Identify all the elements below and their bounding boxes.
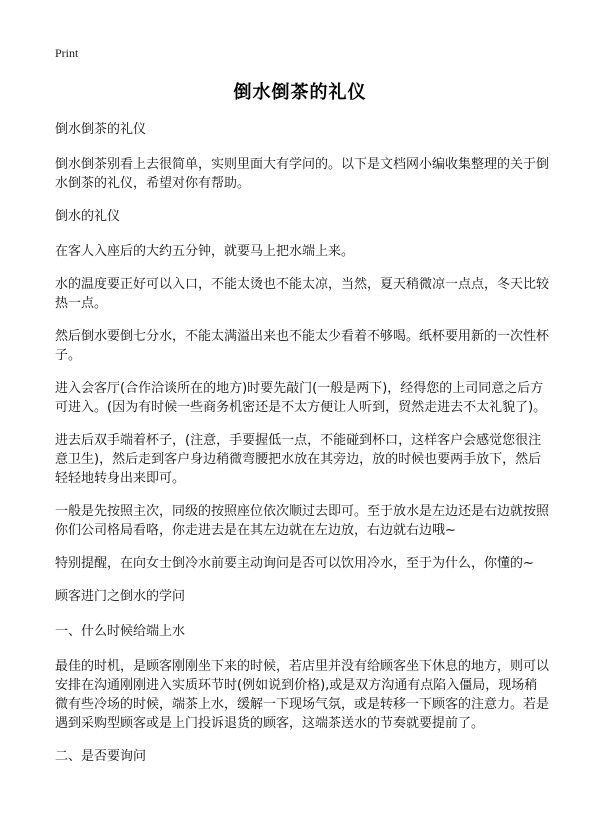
- paragraph: 最佳的时机，是顾客刚刚坐下来的时候，若店里并没有给顾客坐下休息的地方，则可以安排在沟通刚刚进入实质环节时(例如说到价格),或是双方沟通有点陷入僵局，现场稍微有些冷场的时候，端茶上水，缓解一下现场气氛，或是转移一下顾客的注意力。若是遇到采购型顾客或是上门投诉退货的顾客，这端茶送水的节奏就要提前了。: [55, 659, 550, 731]
- paragraph: 水的温度要正好可以入口，不能太烫也不能太凉，当然，夏天稍微凉一点点，冬天比较热一点。: [55, 277, 550, 311]
- paragraph: 特别提醒，在向女士倒冷水前要主动询问是否可以饮用冷水，至于为什么，你懂的~: [55, 556, 534, 571]
- section-heading: 倒水的礼仪: [55, 209, 121, 224]
- section-heading: 倒水倒茶的礼仪: [55, 122, 147, 137]
- section-heading: 顾客进门之倒水的学问: [55, 589, 186, 604]
- paragraph: 然后倒水要倒七分水，不能太满溢出来也不能太少看着不够喝。纸杯要用新的一次性杯子。: [55, 329, 550, 363]
- paragraph: 一般是先按照主次，同级的按照座位依次顺过去即可。至于放水是左边还是右边就按照你们公司格局看咯，你走进去是在其左边就在左边放，右边就右边哦~: [55, 504, 550, 538]
- paragraph: 倒水倒茶别看上去很简单，实则里面大有学问的。以下是文档网小编收集整理的关于倒水倒茶的礼仪，希望对你有帮助。: [55, 157, 550, 191]
- print-label[interactable]: Print: [55, 46, 79, 60]
- paragraph: 进入会客厅(合作洽谈所在的地方)时要先敲门(一般是两下)，经得您的上司同意之后方可进入。(因为有时候一些商务机密还是不太方便让人听到，贸然走进去不太礼貌了)。: [55, 381, 547, 415]
- paragraph: 进去后双手端着杯子，(注意，手要握低一点，不能碰到杯口，这样客户会感觉您很注意卫生)，然后走到客户身边稍微弯腰把水放在其旁边，放的时候也要两手放下，然后轻轻地转身出来即可。: [55, 433, 542, 486]
- document-body: [55, 120, 550, 782]
- subsection-heading: 二、是否要询问: [55, 749, 147, 764]
- paragraph: 在客人入座后的大约五分钟，就要马上把水端上来。: [55, 244, 355, 259]
- subsection-heading: 一、什么时候给端上水: [55, 624, 186, 639]
- document-title: 倒水倒茶的礼仪: [233, 82, 367, 103]
